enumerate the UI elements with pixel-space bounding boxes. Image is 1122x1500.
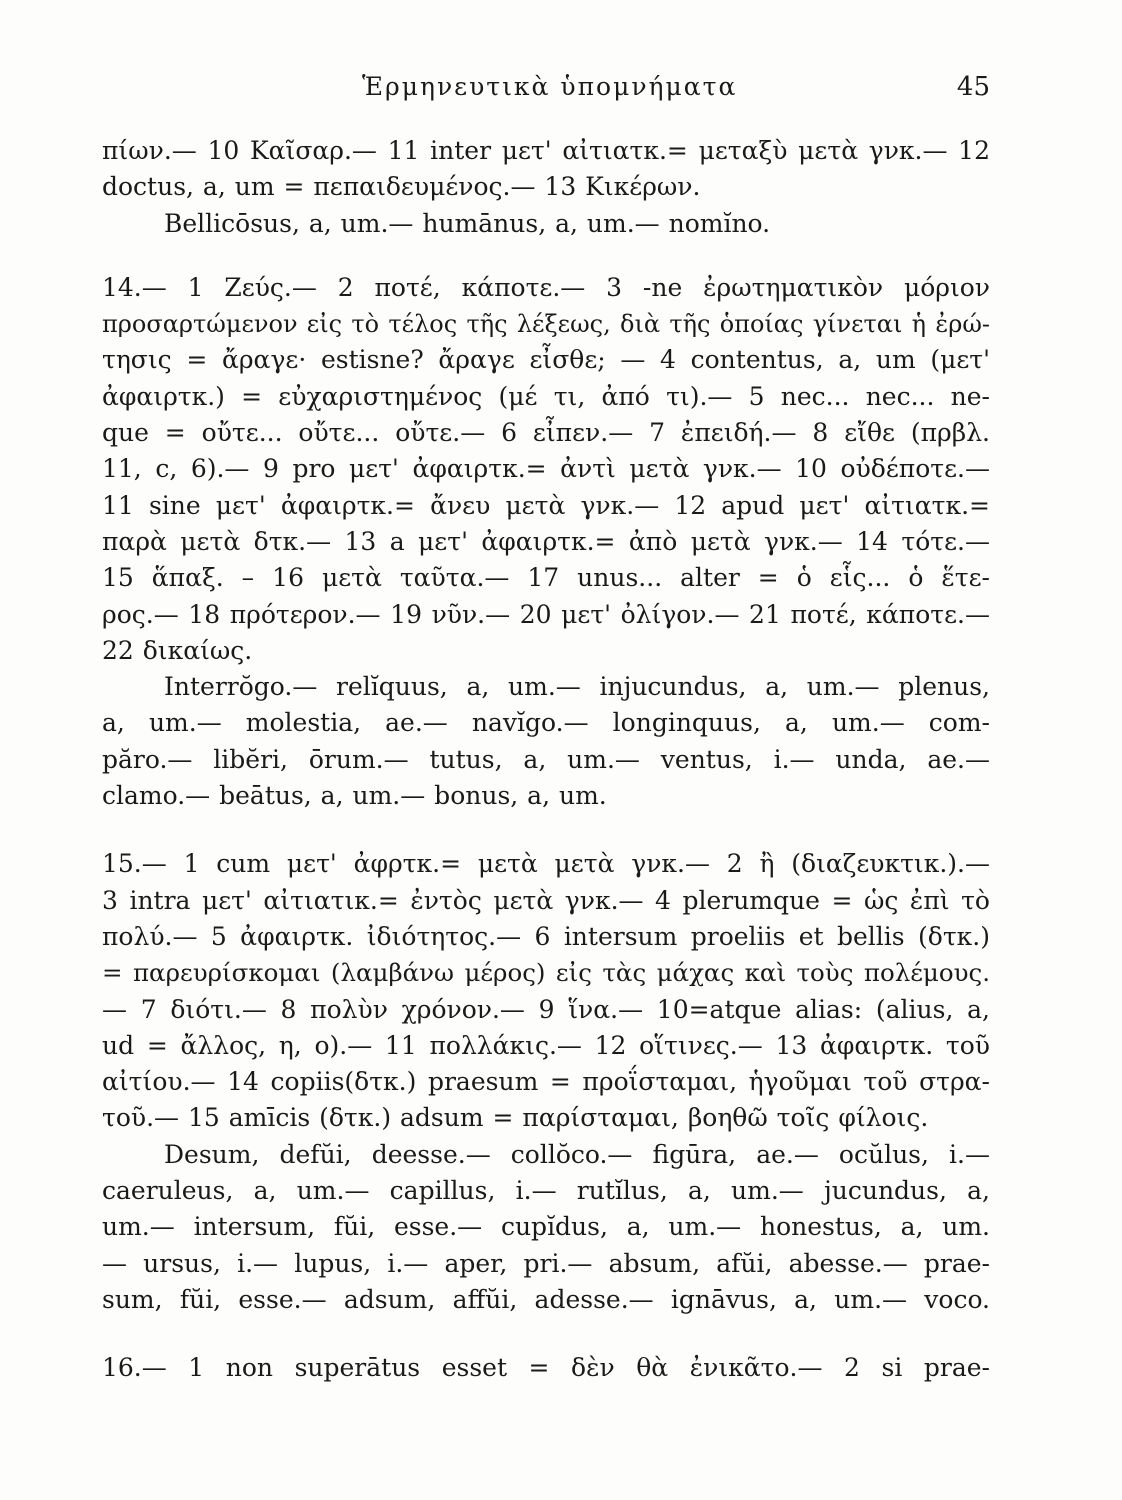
text-line: que = οὔτε... οὔτε... οὔτε.— 6 εἶπεν.— 7 ἐπειδή.— 8 εἴθε (πρβλ. [102,418,990,448]
text-line: τοῦ.— 15 amīcis (δτκ.) adsum = παρίσταμαι, βοηθῶ τοῖς φίλοις. [102,1103,929,1133]
text-line: ἀφαιρτκ.) = εὐχαριστημένος (μέ τι, ἀπό τι).— 5 nec... nec... ne- [102,381,990,411]
vocab-line: a, um.— molestia, ae.— navĭgo.— longinquus, a, um.— com- [102,708,990,738]
running-header [100,72,990,112]
section-16-start: 16.— 1 non superātus esset = δὲν θὰ ἐνικᾶτο.— 2 si prae- [102,1353,990,1383]
text-line: 15 ἅπαξ. – 16 μετὰ ταῦτα.— 17 unus... alter = ὁ εἷς... ὁ ἕτε- [102,563,990,593]
text-line: παρὰ μετὰ δτκ.— 13 a μετ' ἀφαιρτκ.= ἀπὸ μετὰ γνκ.— 14 τότε.— [102,526,990,556]
page-number: 45 [956,72,990,102]
vocab-line: — ursus, i.— lupus, i.— aper, pri.— absum, afŭi, abesse.— prae- [102,1248,990,1278]
section-gap [102,814,990,846]
section-15-start: 15.— 1 cum μετ' ἀφρτκ.= μετὰ μετὰ γνκ.— 2 ἢ (διαζευκτικ.).— [102,849,990,879]
commentary-body [102,133,990,1387]
section-gap [102,1318,990,1350]
vocab-line: păro.— libĕri, ōrum.— tutus, a, um.— ventus, i.— unda, ae.— [102,744,990,774]
section-gap [102,242,990,270]
text-line: 11 sine μετ' ἀφαιρτκ.= ἄνευ μετὰ γνκ.— 12 apud μετ' αἰτιατκ.= [102,490,990,520]
text-line: τησις = ἄραγε· estisne? ἄραγε εἶσθε; — 4 contentus, a, um (μετ' [102,345,990,375]
text-line: πολύ.— 5 ἀφαιρτκ. ἰδιότητος.— 6 intersum proeliis et bellis (δτκ.) [102,921,990,951]
text-line: προσαρτώμενον εἰς τὸ τέλος τῆς λέξεως, διὰ τῆς ὁποίας γίνεται ἡ ἐρώ- [102,310,990,339]
section-14-start: 14.— 1 Ζεύς.— 2 ποτέ, κάποτε.— 3 -ne ἐρωτηματικὸν μόριον [102,272,990,302]
text-line: 22 δικαίως. [102,635,253,665]
text-line: ud = ἄλλος, η, ο).— 11 πολλάκις.— 12 οἵτινες.— 13 ἀφαιρτκ. τοῦ [102,1030,990,1060]
vocab-line: Desum, defŭi, deesse.— collŏco.— figūra, ae.— ocŭlus, i.— [164,1139,990,1169]
vocab-line: clamo.— beātus, a, um.— bonus, a, um. [102,781,607,811]
text-line: πίων.— 10 Καῖσαρ.— 11 inter μετ' αἰτιατκ.= μεταξὺ μετὰ γνκ.— 12 [102,136,990,165]
vocab-line: Bellicōsus, a, um.— humānus, a, um.— nomĭno. [164,208,771,238]
text-line: 11, c, 6).— 9 pro μετ' ἀφαιρτκ.= ἀντὶ μετὰ γνκ.— 10 οὐδέποτε.— [102,454,990,484]
text-line: ρος.— 18 πρότερον.— 19 νῦν.— 20 μετ' ὀλίγον.— 21 ποτέ, κάποτε.— [102,599,990,629]
vocab-line: sum, fŭi, esse.— adsum, affŭi, adesse.— ignāvus, a, um.— voco. [102,1284,990,1314]
header-title: Ἑρμηνευτικὰ ὑπομνήματα [362,72,738,101]
text-line: αἰτίου.— 14 copiis(δτκ.) praesum = προΐσταμαι, ἡγοῦμαι τοῦ στρα- [102,1067,990,1097]
vocab-line: caeruleus, a, um.— capillus, i.— rutĭlus, a, um.— jucundus, a, [102,1176,990,1206]
text-line: 3 intra μετ' αἰτιατικ.= ἐντὸς μετὰ γνκ.— 4 plerumque = ὡς ἐπὶ τὸ [102,885,990,915]
text-line: — 7 διότι.— 8 πολὺν χρόνον.— 9 ἵνα.— 10=atque alias: (alius, a, [102,994,990,1024]
text-line: doctus, a, um = πεπαιδευμένος.— 13 Κικέρων. [102,172,701,202]
vocab-line: um.— intersum, fŭi, esse.— cupĭdus, a, um.— honestus, a, um. [102,1212,990,1242]
vocab-line: Interrŏgo.— relĭquus, a, um.— injucundus, a, um.— plenus, [164,672,990,702]
text-line: = παρευρίσκομαι (λαμβάνω μέρος) εἰς τὰς μάχας καὶ τοὺς πολέμους. [102,958,990,988]
